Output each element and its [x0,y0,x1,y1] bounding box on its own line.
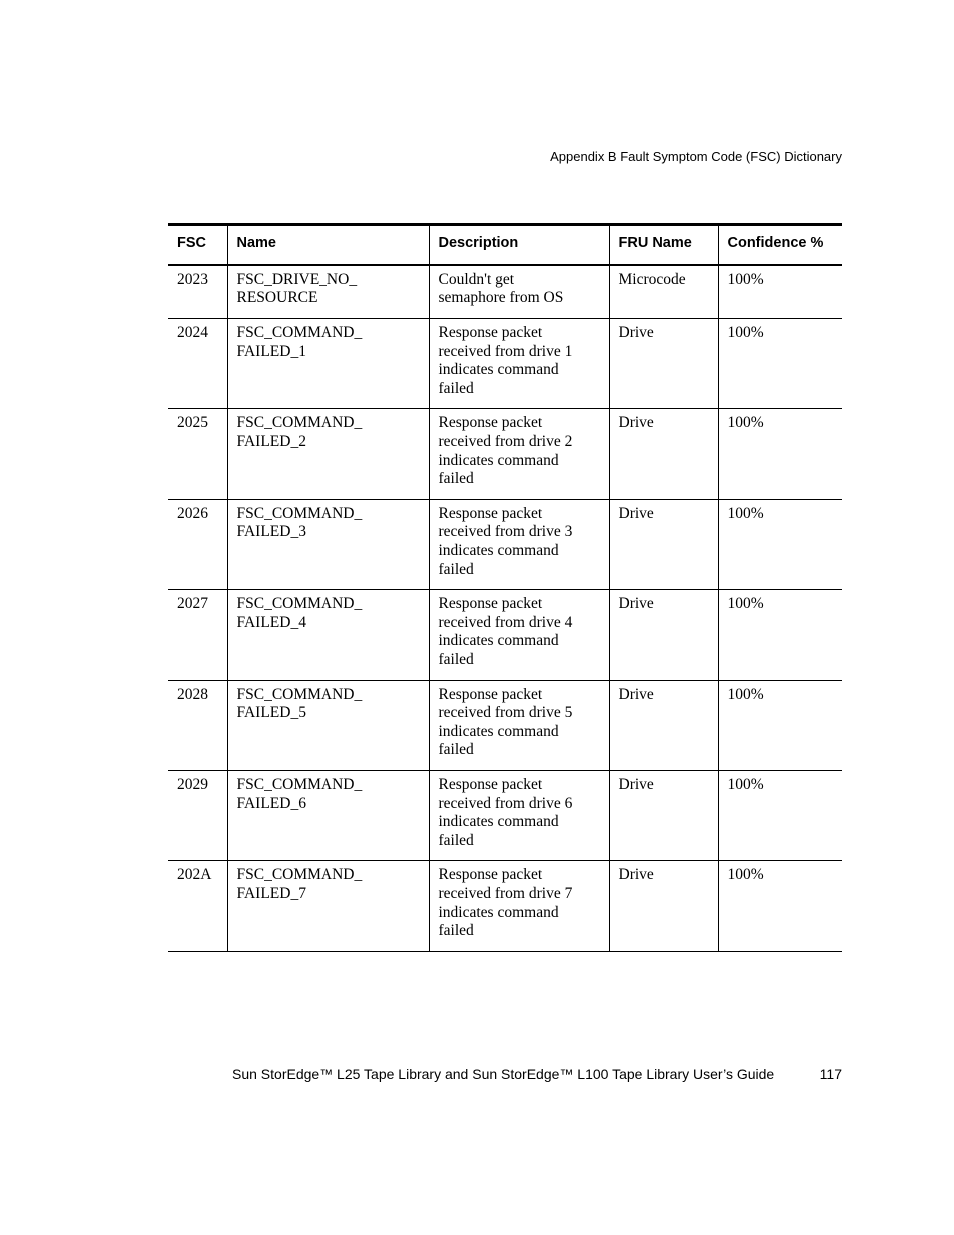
column-header-description: Description [429,225,609,265]
cell-fru-name: Drive [609,319,718,409]
column-header-name: Name [227,225,429,265]
column-header-fsc: FSC [168,225,227,265]
table-row [168,409,842,499]
table-row [168,319,842,409]
cell-description: Response packet received from drive 7 indicates command failed [429,861,609,951]
cell-fru-name: Drive [609,770,718,860]
cell-description: Response packet received from drive 4 indicates command failed [429,590,609,680]
cell-description: Response packet received from drive 1 indicates command failed [429,319,609,409]
cell-fru-name: Drive [609,680,718,770]
table-body [168,265,842,952]
cell-name: FSC_COMMAND_ FAILED_6 [227,770,429,860]
cell-fsc: 2025 [168,409,227,499]
cell-name: FSC_COMMAND_ FAILED_1 [227,319,429,409]
cell-confidence: 100% [718,319,842,409]
cell-fsc: 2023 [168,265,227,319]
cell-name: FSC_COMMAND_ FAILED_5 [227,680,429,770]
cell-description: Response packet received from drive 3 indicates command failed [429,499,609,589]
cell-name: FSC_COMMAND_ FAILED_7 [227,861,429,951]
table-header [168,225,842,265]
cell-fru-name: Drive [609,861,718,951]
fsc-table [168,223,842,952]
table-row [168,680,842,770]
cell-name: FSC_DRIVE_NO_ RESOURCE [227,265,429,319]
cell-description: Response packet received from drive 2 indicates command failed [429,409,609,499]
cell-fru-name: Drive [609,590,718,680]
cell-fsc: 2029 [168,770,227,860]
cell-name: FSC_COMMAND_ FAILED_3 [227,499,429,589]
column-header-fru-name: FRU Name [609,225,718,265]
cell-description: Couldn't get semaphore from OS [429,265,609,319]
cell-fsc: 2027 [168,590,227,680]
table-row [168,861,842,951]
cell-fru-name: Drive [609,499,718,589]
cell-name: FSC_COMMAND_ FAILED_4 [227,590,429,680]
footer-book-title: Sun StorEdge™ L25 Tape Library and Sun StorEdge™ L100 Tape Library User’s Guide [232,1066,775,1082]
page-number: 117 [819,1066,842,1082]
table-header-row [168,225,842,265]
cell-confidence: 100% [718,680,842,770]
table-row [168,499,842,589]
cell-confidence: 100% [718,590,842,680]
cell-fru-name: Drive [609,409,718,499]
cell-fsc: 2024 [168,319,227,409]
running-footer [232,1066,842,1082]
table-row [168,265,842,319]
cell-description: Response packet received from drive 6 indicates command failed [429,770,609,860]
cell-fsc: 2028 [168,680,227,770]
cell-confidence: 100% [718,770,842,860]
cell-name: FSC_COMMAND_ FAILED_2 [227,409,429,499]
table-row [168,590,842,680]
cell-confidence: 100% [718,265,842,319]
column-header-confidence: Confidence % [718,225,842,265]
cell-fru-name: Microcode [609,265,718,319]
cell-fsc: 202A [168,861,227,951]
cell-confidence: 100% [718,499,842,589]
cell-description: Response packet received from drive 5 indicates command failed [429,680,609,770]
running-header: Appendix B Fault Symptom Code (FSC) Dictionary [550,149,842,164]
cell-confidence: 100% [718,861,842,951]
cell-fsc: 2026 [168,499,227,589]
cell-confidence: 100% [718,409,842,499]
table-row [168,770,842,860]
